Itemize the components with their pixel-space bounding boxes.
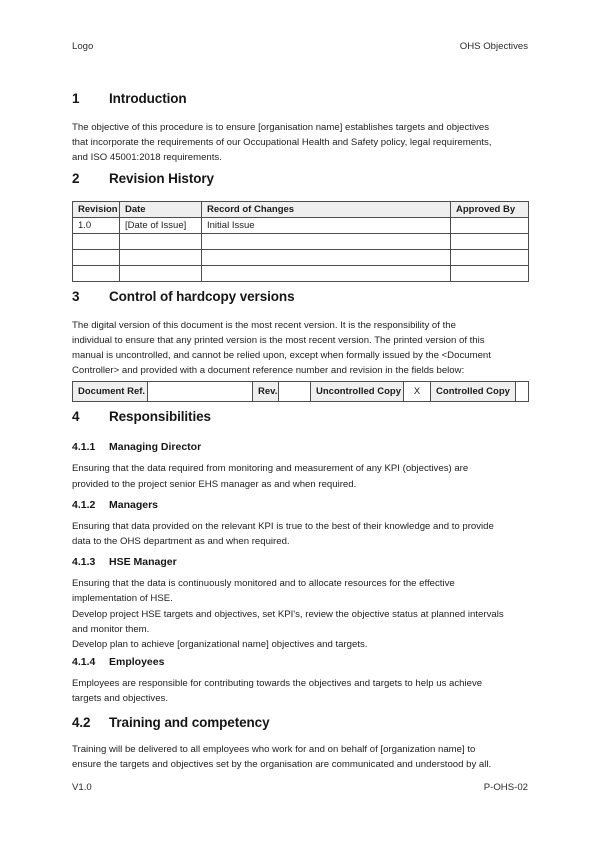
subsection-number: 4.1.3 bbox=[72, 556, 96, 569]
logo-placeholder: Logo bbox=[72, 41, 94, 52]
table-cell: Initial Issue bbox=[202, 217, 451, 233]
text-line: implementation of HSE. bbox=[72, 593, 173, 605]
subsection-heading-managers bbox=[72, 499, 528, 512]
section-title: Control of hardcopy versions bbox=[109, 288, 295, 304]
introduction-paragraph bbox=[72, 120, 528, 166]
uncontrolled-copy-label-cell: Uncontrolled Copy bbox=[311, 382, 404, 402]
table-cell bbox=[73, 265, 120, 281]
table-cell bbox=[451, 217, 529, 233]
text-line: Ensuring that the data required from monitoring and measurement of any KPI (objectives) are bbox=[72, 463, 469, 475]
controlled-copy-mark-cell bbox=[516, 382, 529, 402]
text-line: The objective of this procedure is to ensure [organisation name] establishes targets and objectives bbox=[72, 122, 490, 133]
employees-paragraph bbox=[72, 676, 528, 706]
document-ref-label-cell: Document Ref. bbox=[73, 382, 148, 402]
section-heading-introduction bbox=[72, 92, 528, 106]
table-cell bbox=[202, 233, 451, 249]
document-ref-value-cell bbox=[148, 382, 253, 402]
section-heading-hardcopy-control bbox=[72, 290, 528, 304]
section-number: 4 bbox=[72, 409, 80, 425]
revision-history-table bbox=[72, 201, 529, 282]
training-paragraph bbox=[72, 742, 528, 772]
column-header-date: Date bbox=[120, 201, 202, 217]
section-title: Revision History bbox=[109, 170, 214, 186]
text-line: Develop project HSE targets and objectives, set KPI's, review the objective status at planned intervals bbox=[72, 608, 504, 620]
section-number: 3 bbox=[72, 288, 80, 304]
table-cell bbox=[120, 249, 202, 265]
section-heading-revision-history bbox=[72, 172, 528, 186]
uncontrolled-copy-mark-cell: X bbox=[404, 382, 431, 402]
column-header-record-of-changes: Record of Changes bbox=[202, 201, 451, 217]
table-row bbox=[73, 265, 529, 281]
subsection-heading-hse-manager bbox=[72, 556, 528, 569]
text-line: and ISO 45001:2018 requirements. bbox=[72, 152, 222, 164]
text-line: Develop plan to achieve [organizational name] objectives and targets. bbox=[72, 639, 368, 651]
hse-manager-paragraph bbox=[72, 576, 528, 652]
text-line: and monitor them. bbox=[72, 623, 150, 635]
text-line: data to the OHS department as and when required. bbox=[72, 536, 290, 548]
subsection-title: Managers bbox=[109, 498, 159, 511]
footer-version: V1.0 bbox=[72, 782, 92, 793]
section-heading-training bbox=[72, 716, 528, 730]
section-number: 1 bbox=[72, 91, 80, 106]
table-row bbox=[73, 249, 529, 265]
section-title: Training and competency bbox=[109, 714, 270, 730]
table-cell bbox=[202, 265, 451, 281]
managers-paragraph bbox=[72, 519, 528, 549]
text-line: provided to the project senior EHS manager as and when required. bbox=[72, 478, 357, 490]
hardcopy-control-table bbox=[72, 381, 529, 402]
managing-director-paragraph bbox=[72, 461, 528, 491]
text-line: Ensuring that the data is continuously monitored and to allocate resources for the effective bbox=[72, 578, 455, 590]
text-line: individual to ensure that any printed version is the most recent version. The printed version of this bbox=[72, 334, 485, 346]
table-cell bbox=[73, 249, 120, 265]
table-header-row bbox=[73, 201, 529, 217]
table-cell bbox=[451, 265, 529, 281]
page-header bbox=[72, 0, 528, 53]
controlled-copy-label-cell: Controlled Copy bbox=[431, 382, 516, 402]
text-line: targets and objectives. bbox=[72, 693, 168, 705]
hardcopy-paragraph bbox=[72, 318, 528, 379]
section-heading-responsibilities bbox=[72, 410, 528, 424]
subsection-title: HSE Manager bbox=[109, 556, 177, 569]
text-line: The digital version of this document is the most recent version. It is the responsibility of the bbox=[72, 319, 456, 331]
subsection-heading-employees bbox=[72, 656, 528, 669]
table-row bbox=[73, 233, 529, 249]
subsection-title: Employees bbox=[109, 656, 165, 669]
text-line: that incorporate the requirements of our Occupational Health and Safety policy, legal requirements, bbox=[72, 137, 492, 149]
subsection-heading-managing-director bbox=[72, 441, 528, 454]
text-line: Ensuring that data provided on the relevant KPI is true to the best of their knowledge and to provide bbox=[72, 520, 494, 532]
section-number: 2 bbox=[72, 170, 80, 186]
section-number: 4.2 bbox=[72, 714, 91, 730]
table-row bbox=[73, 217, 529, 233]
subsection-number: 4.1.2 bbox=[72, 498, 96, 511]
footer-document-code: P-OHS-02 bbox=[483, 782, 528, 793]
rev-label-cell: Rev. bbox=[253, 382, 279, 402]
rev-value-cell bbox=[279, 382, 311, 402]
table-cell: 1.0 bbox=[73, 217, 120, 233]
table-cell: [Date of Issue] bbox=[120, 217, 202, 233]
subsection-number: 4.1.1 bbox=[72, 441, 96, 454]
page-footer bbox=[72, 782, 528, 794]
text-line: Training will be delivered to all employees who work for and on behalf of [organization name] to bbox=[72, 743, 476, 755]
table-row bbox=[73, 382, 529, 402]
table-cell bbox=[120, 233, 202, 249]
subsection-number: 4.1.4 bbox=[72, 656, 96, 669]
table-cell bbox=[202, 249, 451, 265]
section-title: Responsibilities bbox=[109, 409, 211, 425]
column-header-revision: Revision bbox=[73, 201, 120, 217]
text-line: manual is uncontrolled, and cannot be relied upon, except when formally issued by the <Document bbox=[72, 350, 491, 362]
section-title: Introduction bbox=[109, 91, 187, 106]
text-line: ensure the targets and objectives set by the organisation are communicated and understood by all. bbox=[72, 758, 492, 770]
subsection-title: Managing Director bbox=[109, 441, 202, 454]
column-header-approved-by: Approved By bbox=[451, 201, 529, 217]
header-document-title: OHS Objectives bbox=[459, 41, 528, 52]
text-line: Employees are responsible for contributing towards the objectives and targets to help us achieve bbox=[72, 678, 483, 690]
text-line: Controller> and provided with a document reference number and revision in the fields below: bbox=[72, 365, 465, 377]
table-cell bbox=[120, 265, 202, 281]
table-cell bbox=[451, 249, 529, 265]
table-cell bbox=[73, 233, 120, 249]
table-cell bbox=[451, 233, 529, 249]
